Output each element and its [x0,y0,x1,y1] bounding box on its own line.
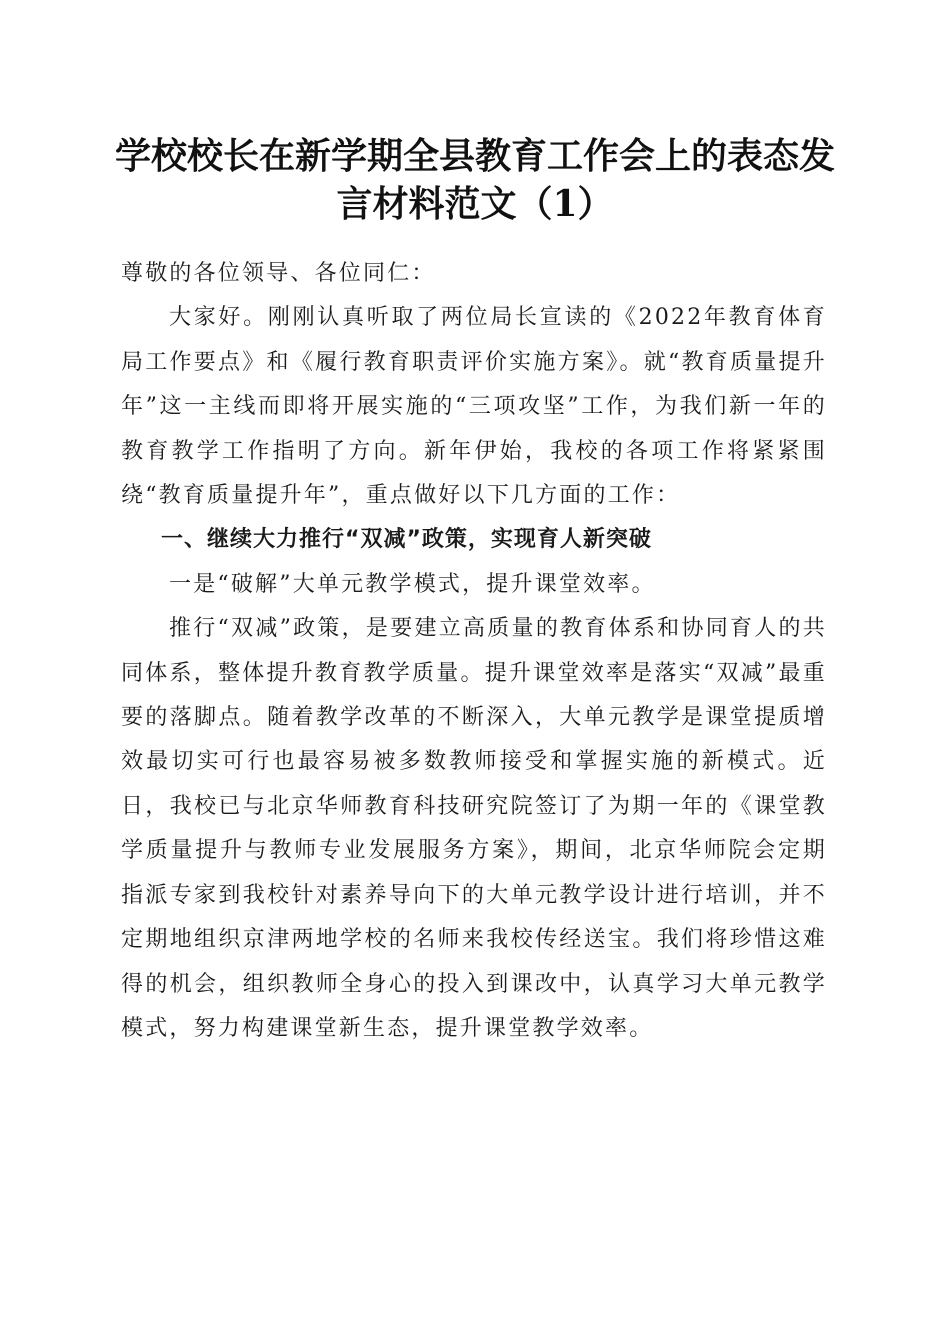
intro-paragraph: 大家好。刚刚认真听取了两位局长宣读的《2022年教育体育局工作要点》和《履行教育职责评价实施方案》。就“教育质量提升年”这一主线而即将开展实施的“三项攻坚”工作，为我们新一年的教育教学工作指明了方向。新年伊始，我校的各项工作将紧紧围绕“教育质量提升年”，重点做好以下几方面的工作： [121,305,827,509]
salutation: 尊敬的各位领导、各位同仁： [121,261,436,286]
sub-heading-1: 一是“破解”大单元教学模式，提升课堂效率。 [169,571,656,597]
body-paragraph-1: 推行“双减”政策，是要建立高质量的教育体系和协同育人的共同体系，整体提升教育教学质量。提升课堂效率是落实“双减”最重要的落脚点。随着教学改革的不断深入，大单元教学是课堂提质增效最切实可行也最容易被多数教师接受和掌握实施的新模式。近日，我校已与北京华师教育科技研究院签订了为期一年的《课堂教学质量提升与教师专业发展服务方案》，期间，北京华师院会定期指派专家到我校针对素养导向下的大单元教学设计进行培训，并不定期地组织京津两地学校的名师来我校传经送宝。我们将珍惜这难得的机会，组织教师全身心的投入到课改中，认真学习大单元教学模式，努力构建课堂新生态，提升课堂教学效率。 [121,616,827,1041]
section-heading-1: 一、继续大力推行“双减”政策，实现育人新突破 [161,527,652,553]
document-title: 学校校长在新学期全县教育工作会上的表态发言材料范文（1） [114,135,835,225]
document-body [121,252,827,1051]
